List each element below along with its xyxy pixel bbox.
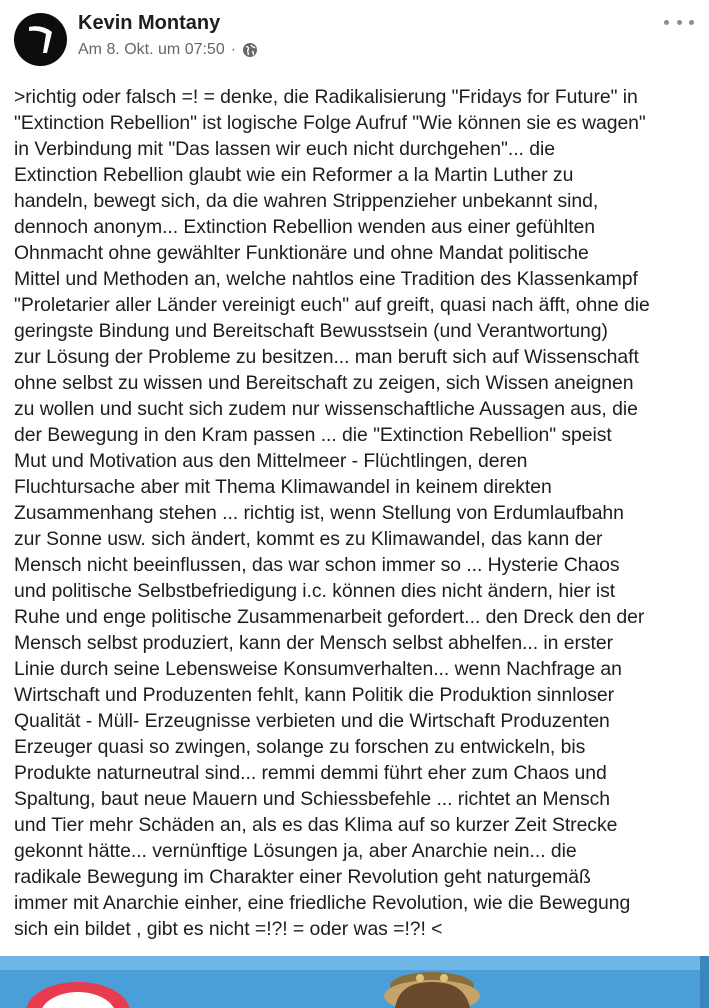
post-text-line: Ruhe und enge politische Zusammenarbeit gefordert... den Dreck den der [14, 606, 645, 628]
post-text-line: handeln, bewegt sich, da die wahren Strippenzieher unbekannt sind, [14, 190, 599, 212]
post-text-line: dennoch anonym... Extinction Rebellion wenden aus einer gefühlten [14, 216, 596, 238]
post-text-line: Mittel und Methoden an, welche nahtlos eine Tradition des Klassenkampf [14, 268, 638, 290]
meta-separator: · [230, 41, 237, 58]
avatar[interactable] [14, 13, 67, 66]
post-text-line: Fluchtursache aber mit Thema Klimawandel in keinem direkten [14, 476, 552, 498]
post-text-line: gekonnt hätte... vernünftige Lösungen ja, aber Anarchie nein... die [14, 840, 577, 862]
post-text-line: radikale Bewegung im Charakter einer Revolution geht naturgemäß [14, 866, 591, 888]
post-text-line: und politische Selbstbefriedigung i.c. können dies nicht ändern, hier ist [14, 580, 616, 602]
post-meta [78, 41, 258, 59]
post-text-line: geringste Bindung und Bereitschaft Bewusstsein (und Verantwortung) [14, 320, 608, 342]
more-dot-icon [664, 20, 669, 25]
post-text-line: zur Lösung der Probleme zu besitzen... man beruft sich auf Wissenschaft [14, 346, 639, 368]
post-text-line: "Extinction Rebellion" ist logische Folge Aufruf "Wie können sie es wagen" [14, 112, 646, 134]
post-text-line: Zusammenhang stehen ... richtig ist, wenn Stellung von Erdumlaufbahn [14, 502, 624, 524]
post-text-line: und Tier mehr Schäden an, als es das Klima auf so kurzer Zeit Strecke [14, 814, 618, 836]
post-text-line: Erzeuger quasi so zwingen, solange zu forschen zu entwickeln, bis [14, 736, 586, 758]
post-text-line: der Bewegung in den Kram passen ... die "Extinction Rebellion" speist [14, 424, 612, 446]
post-text-line: Spaltung, baut neue Mauern und Schiessbefehle ... richtet an Mensch [14, 788, 610, 810]
more-dot-icon [689, 20, 694, 25]
post-image-art [0, 956, 709, 1008]
post-header [0, 0, 709, 80]
post-text-line: Mensch nicht beeinflussen, das war schon immer so ... Hysterie Chaos [14, 554, 620, 576]
author-name[interactable]: Kevin Montany [78, 12, 221, 34]
post-timestamp[interactable]: Am 8. Okt. um 07:50 [78, 41, 225, 58]
post-text-line: Ohnmacht ohne gewählter Funktionäre und ohne Mandat politische [14, 242, 589, 264]
more-dot-icon [677, 20, 682, 25]
post-text-line: ohne selbst zu wissen und Bereitschaft zu zeigen, sich Wissen aneignen [14, 372, 634, 394]
post-text-line: Mut und Motivation aus den Mittelmeer - Flüchtlingen, deren [14, 450, 528, 472]
post-text-line: Linie durch seine Lebensweise Konsumverhalten... wenn Nachfrage an [14, 658, 622, 680]
post-text-line: in Verbindung mit "Das lassen wir euch nicht durchgehen"... die [14, 138, 555, 160]
post-text-line: >richtig oder falsch =! = denke, die Radikalisierung "Fridays for Future" in [14, 86, 638, 108]
post-text-line: immer mit Anarchie einher, eine friedliche Revolution, wie die Bewegung [14, 892, 631, 914]
post-text-line: Extinction Rebellion glaubt wie ein Reformer a la Martin Luther zu [14, 164, 574, 186]
post-text-line: "Proletarier aller Länder vereinigt euch" auf greift, quasi nach äfft, ohne die [14, 294, 650, 316]
post-text-line: zur Sonne usw. sich ändert, kommt es zu Klimawandel, das kann der [14, 528, 603, 550]
post-text-line: Mensch selbst produziert, kann der Mensch selbst abhelfen... in erster [14, 632, 613, 654]
post-text-line: sich ein bildet , gibt es nicht =!?! = oder was =!?! < [14, 918, 443, 940]
post-image-preview[interactable] [0, 956, 709, 1008]
post-text-line: Produkte naturneutral sind... remmi demmi führt eher zum Chaos und [14, 762, 607, 784]
globe-icon[interactable] [242, 42, 258, 58]
post-text-line: Qualität - Müll- Erzeugnisse verbieten und die Wirtschaft Produzenten [14, 710, 610, 732]
post-text-line: Wirtschaft und Produzenten fehlt, kann Politik die Produktion sinnloser [14, 684, 615, 706]
post-body-text [14, 84, 704, 942]
avatar-logo-icon [14, 13, 67, 66]
more-options-button[interactable] [664, 10, 694, 34]
post-text-line: zu wollen und sucht sich zudem nur wissenschaftliche Aussagen aus, die [14, 398, 638, 420]
